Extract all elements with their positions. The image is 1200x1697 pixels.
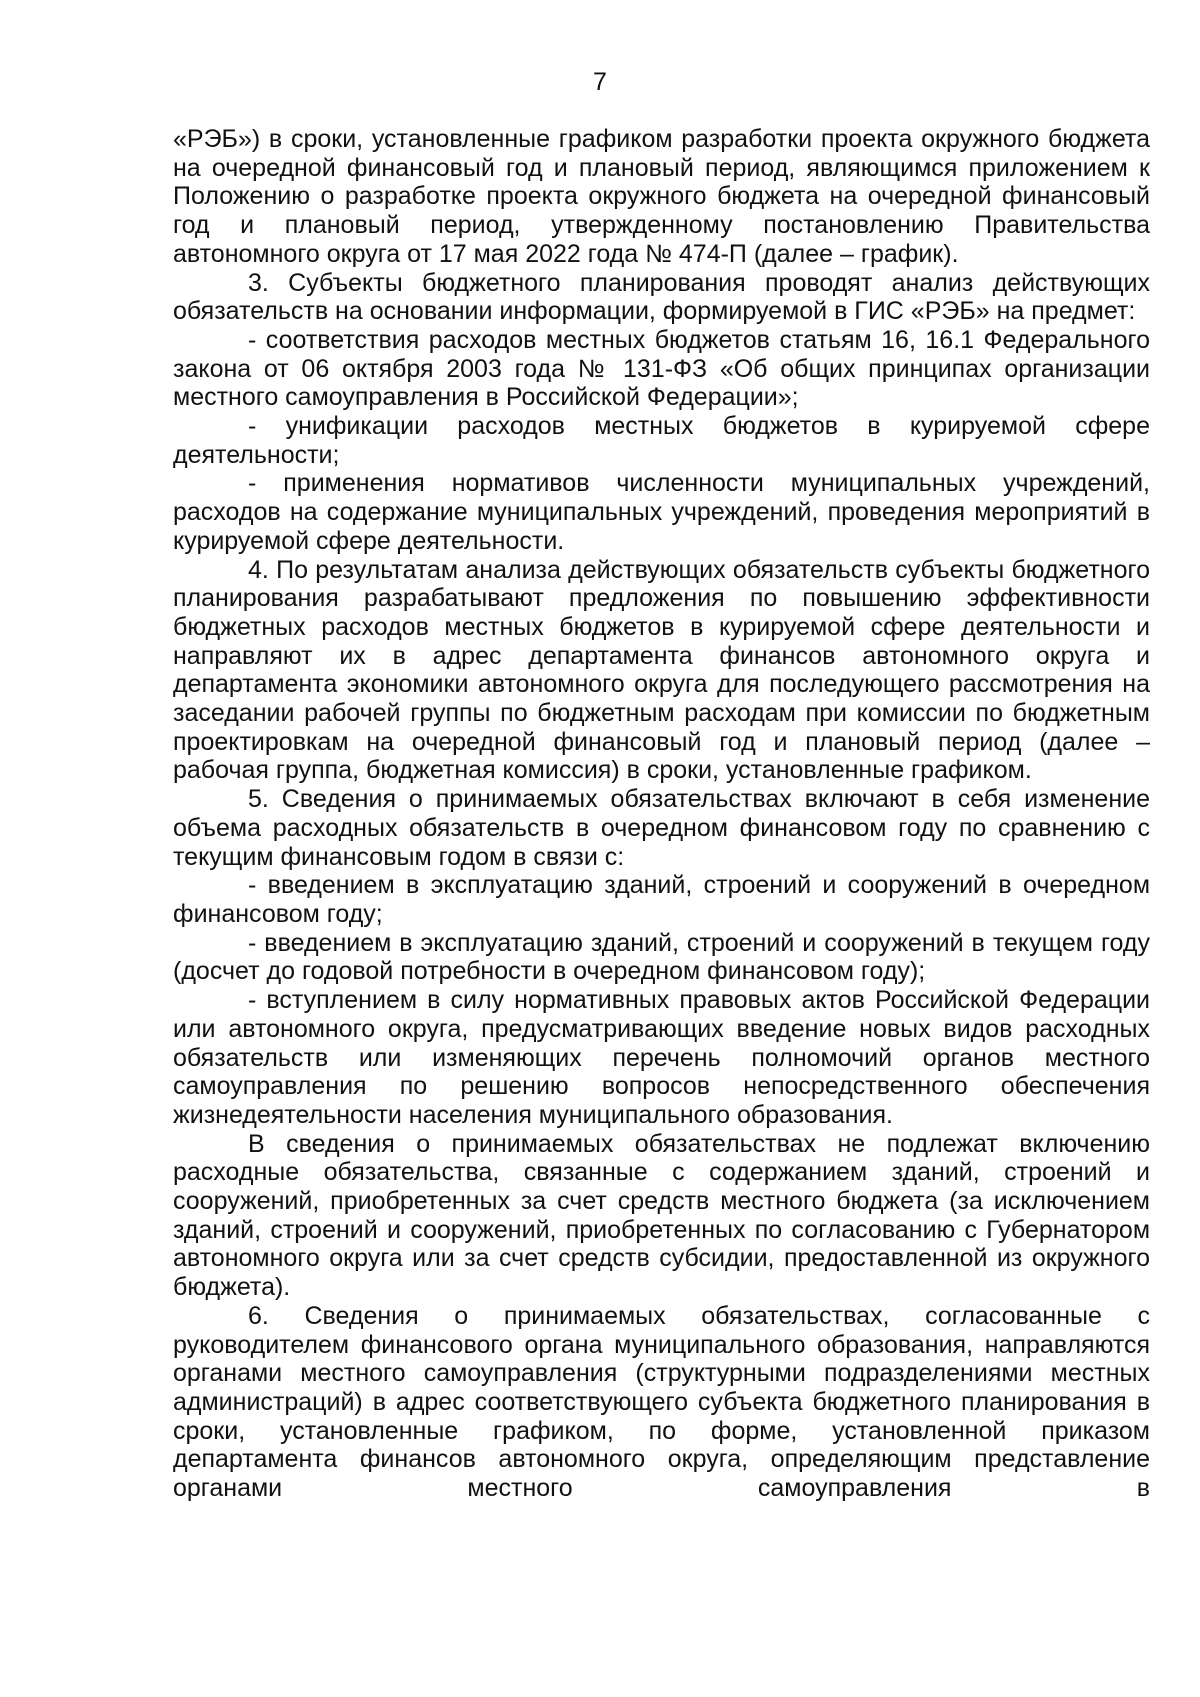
list-item-unification: - унификации расходов местных бюджетов в курируемой сфере деятельности;: [173, 412, 1150, 469]
paragraph-item-5: 5. Сведения о принимаемых обязательствах включают в себя изменение объема расходных обязательств в очередном финансовом году по сравнению с текущим финансовым годом в связи с:: [173, 785, 1150, 871]
list-item-conformity: - соответствия расходов местных бюджетов статьям 16, 16.1 Федерального закона от 06 октября 2003 года № 131-ФЗ «Об общих принципах организации местного самоуправления в Российской Федерации»;: [173, 325, 1150, 412]
list-item-commissioning-current-year: - введением в эксплуатацию зданий, строений и сооружений в текущем году (досчет до годовой потребности в очередном финансовом году);: [173, 928, 1150, 986]
paragraph-item-4: 4. По результатам анализа действующих обязательств субъекты бюджетного планирования разрабатывают предложения по повышению эффективности бюджетных расходов местных бюджетов в курируемой сфере деятельности и направляют их в адрес департамента финансов автономного округа и департамента экономики автономного округа для последующего рассмотрения на заседании рабочей группы по бюджетным расходам при комиссии по бюджетным проектировкам на очередной финансовый год и плановый период (далее – рабочая группа, бюджетная комиссия) в сроки, установленные графиком.: [173, 555, 1150, 785]
document-body: [173, 125, 1150, 1503]
page-number: 7: [593, 68, 607, 96]
paragraph-continuation: «РЭБ») в сроки, установленные графиком разработки проекта окружного бюджета на очередной финансовый год и плановый период, являющимся приложением к Положению о разработке проекта окружного бюджета на очередной финансовый год и плановый период, утвержденному постановлению Правительства автономного округа от 17 мая 2022 года № 474-П (далее – график).: [173, 125, 1150, 268]
list-item-legal-acts: - вступлением в силу нормативных правовых актов Российской Федерации или автономного округа, предусматривающих введение новых видов расходных обязательств или изменяющих перечень полномочий органов местного самоуправления по решению вопросов непосредственного обеспечения жизнедеятельности населения муниципального образования.: [173, 986, 1150, 1129]
paragraph-exclusions: В сведения о принимаемых обязательствах не подлежат включению расходные обязательства, связанные с содержанием зданий, строений и сооружений, приобретенных за счет средств местного бюджета (за исключением зданий, строений и сооружений, приобретенных по согласованию с Губернатором автономного округа или за счет средств субсидии, предоставленной из окружного бюджета).: [173, 1129, 1150, 1302]
paragraph-item-3: 3. Субъекты бюджетного планирования проводят анализ действующих обязательств на основании информации, формируемой в ГИС «РЭБ» на предмет:: [173, 268, 1150, 326]
paragraph-item-6: 6. Сведения о принимаемых обязательствах, согласованные с руководителем финансового органа муниципального образования, направляются органами местного самоуправления (структурными подразделениями местных администраций) в адрес соответствующего субъекта бюджетного планирования в сроки, установленные графиком, по форме, установленной приказом департамента финансов автономного округа, определяющим представление органами местного самоуправления в: [173, 1301, 1150, 1503]
list-item-commissioning-next-year: - введением в эксплуатацию зданий, строений и сооружений в очередном финансовом году;: [173, 871, 1150, 928]
list-item-norms: - применения нормативов численности муниципальных учреждений, расходов на содержание муниципальных учреждений, проведения мероприятий в курируемой сфере деятельности.: [173, 469, 1150, 555]
